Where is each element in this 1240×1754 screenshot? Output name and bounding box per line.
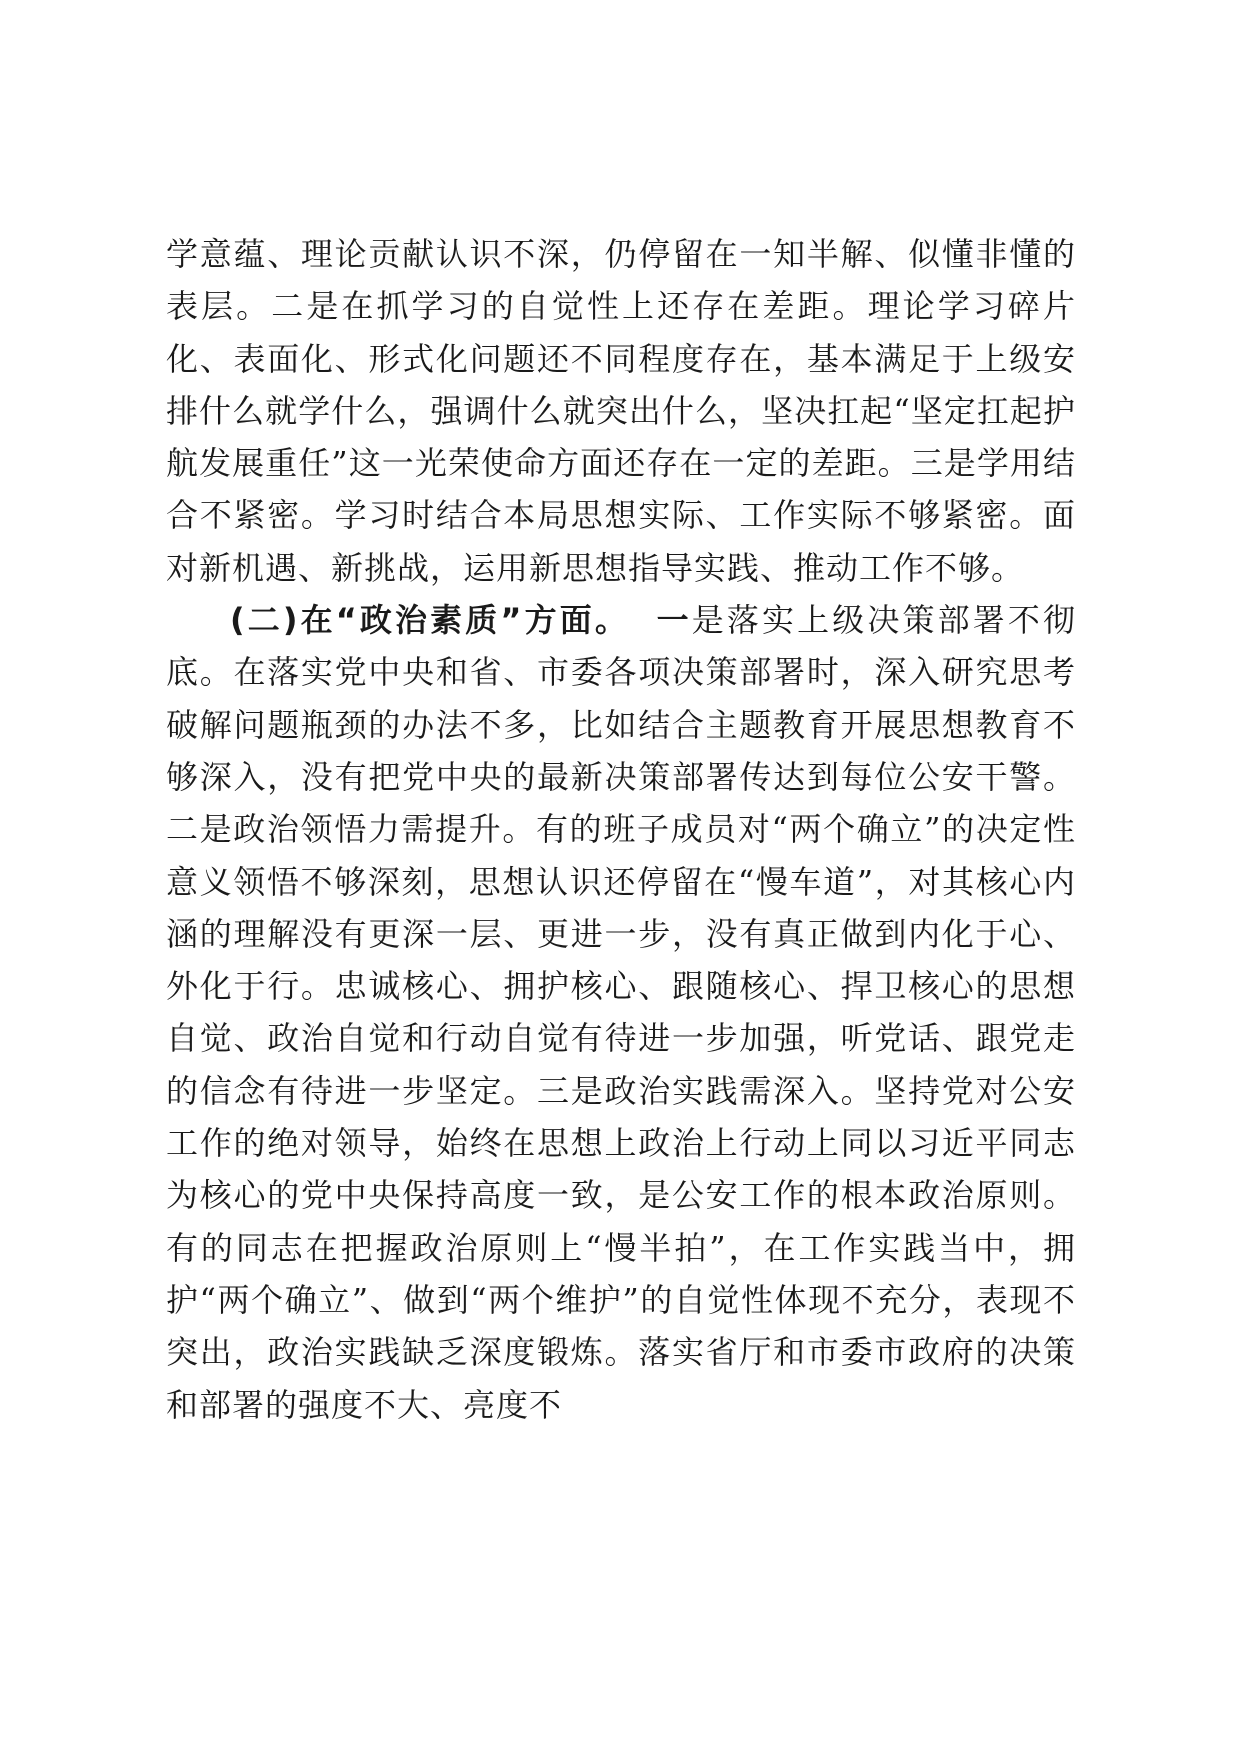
section-heading-political-quality: (二)在“政治素质”方面。 — [230, 601, 630, 640]
paragraph-political-quality — [166, 594, 1076, 1431]
paragraph-political-quality-body: 是落实上级决策部署不彻底。在落实党中央和省、市委各项决策部署时，深入研究思考破解问题瓶颈的办法不多，比如结合主题教育开展思想教育不够深入，没有把党中央的最新决策部署传达到每位公安干警。二是政治领悟力需提升。有的班子成员对“两个确立”的决定性意义领悟不够深刻，思想认识还停留在“慢车道”，对其核心内涵的理解没有更深一层、更进一步，没有真正做到内化于心、外化于行。忠诚核心、拥护核心、跟随核心、捍卫核心的思想自觉、政治自觉和行动自觉有待进一步加强，听党话、跟党走的信念有待进一步坚定。三是政治实践需深入。坚持党对公安工作的绝对领导，始终在思想上政治上行动上同以习近平同志为核心的党中央保持高度一致，是公安工作的根本政治原则。有的同志在把握政治原则上“慢半拍”，在工作实践当中，拥护“两个确立”、做到“两个维护”的自觉性体现不充分，表现不突出，政治实践缺乏深度锻炼。落实省厅和市委市政府的决策和部署的强度不大、亮度不 — [166, 601, 1076, 1424]
paragraph-study-gaps: 学意蕴、理论贡献认识不深，仍停留在一知半解、似懂非懂的表层。二是在抓学习的自觉性上还存在差距。理论学习碎片化、表面化、形式化问题还不同程度存在，基本满足于上级安排什么就学什么，强调什么就突出什么，坚决扛起“坚定扛起护航发展重任”这一光荣使命方面还存在一定的差距。三是学用结合不紧密。学习时结合本局思想实际、工作实际不够紧密。面对新机遇、新挑战，运用新思想指导实践、推动工作不够。 — [166, 235, 1076, 587]
document-body — [166, 228, 1076, 1431]
point-number-one: 一 — [656, 601, 692, 640]
